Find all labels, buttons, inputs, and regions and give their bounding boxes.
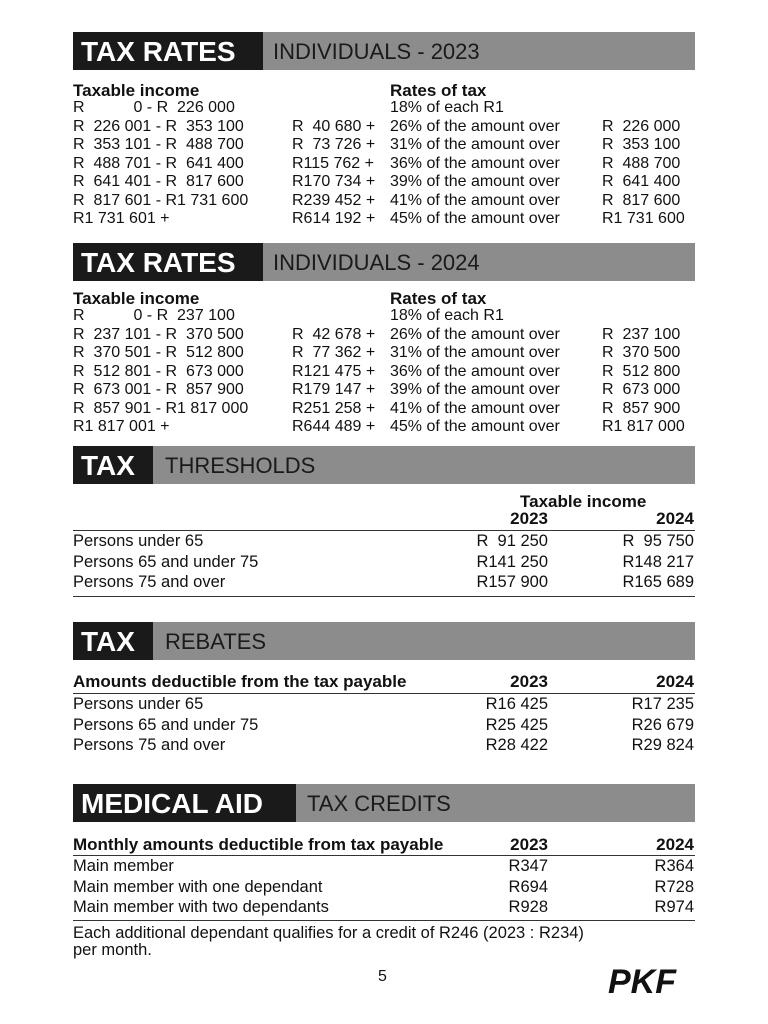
rate-text: 39% of the amount over: [390, 381, 560, 398]
threshold-amount: R 353 100: [602, 136, 681, 153]
rate-text: 39% of the amount over: [390, 173, 560, 190]
section-title-dark: MEDICAL AID: [73, 784, 296, 822]
rate-text: 41% of the amount over: [390, 191, 560, 209]
pkf-logo: [608, 962, 688, 1003]
threshold-amount: R1 817 000: [602, 418, 685, 435]
rate-text: 41% of the amount over: [390, 399, 560, 417]
base-amount: R251 258 +: [292, 399, 376, 417]
col-header-monthly-amounts: Monthly amounts deductible from tax payable: [73, 835, 444, 854]
row-label: Main member with two dependants: [73, 898, 329, 916]
medical-note: [73, 925, 695, 959]
taxable-income-range: R 512 801 - R 673 000: [73, 362, 244, 380]
row-label: Persons 75 and over: [73, 736, 226, 754]
section-title-light: TAX CREDITS: [307, 791, 451, 816]
threshold-amount: R 673 000: [602, 381, 681, 398]
threshold-amount: R 370 500: [602, 344, 681, 361]
rate-row: [73, 118, 695, 136]
col-header-taxable-income: Taxable income: [73, 289, 200, 308]
rate-text: 18% of each R1: [390, 307, 504, 324]
rate-text: 36% of the amount over: [390, 362, 560, 380]
rate-row: [73, 363, 695, 381]
section-title-dark: TAX RATES: [73, 32, 263, 70]
taxable-income-range: R 237 101 - R 370 500: [73, 325, 244, 343]
base-amount: R115 762 +: [292, 154, 374, 172]
threshold-amount: R 641 400: [602, 173, 681, 190]
section-title-dark: TAX: [73, 622, 153, 660]
col-header-2023: 2023: [510, 509, 548, 528]
rate-text: 26% of the amount over: [390, 325, 560, 343]
rate-text: 31% of the amount over: [390, 136, 560, 153]
medical-note-line1: Each additional dependant qualifies for a credit of R246 (2023 : R234): [73, 924, 584, 942]
rate-row: [73, 173, 695, 191]
base-amount: R170 734 +: [292, 173, 376, 190]
taxable-income-range: R 488 701 - R 641 400: [73, 154, 244, 172]
pkf-logo-icon: [608, 962, 688, 998]
base-amount: R 73 726 +: [292, 136, 376, 153]
value-2023: R 91 250: [476, 532, 548, 550]
threshold-amount: R 817 600: [602, 191, 681, 209]
logo-text: PKF: [608, 963, 676, 998]
threshold-amount: R 857 900: [602, 399, 681, 417]
value-2023: R694: [508, 877, 548, 896]
base-amount: R 40 680 +: [292, 117, 376, 135]
section-header-rates-2023: [73, 32, 695, 70]
row-label: Persons under 65: [73, 532, 204, 550]
row-label: Persons 65 and under 75: [73, 715, 259, 734]
threshold-amount: R 226 000: [602, 117, 681, 135]
base-amount: R239 452 +: [292, 191, 376, 209]
threshold-amount: R 512 800: [602, 362, 681, 380]
base-amount: R614 192 +: [292, 210, 376, 227]
col-header-2024: 2024: [656, 835, 694, 854]
page-number: 5: [378, 968, 387, 985]
rate-row: [73, 344, 695, 362]
table-row: [73, 531, 695, 551]
col-header-taxable-income: Taxable income: [73, 81, 200, 100]
value-2024: R17 235: [631, 695, 694, 713]
rate-row: [73, 155, 695, 173]
rate-text: 18% of each R1: [390, 99, 504, 116]
col-header-2023: 2023: [510, 672, 548, 691]
row-label: Main member: [73, 857, 174, 875]
table-row: [73, 694, 695, 714]
section-header-rates-2024: [73, 243, 695, 281]
base-amount: R644 489 +: [292, 418, 376, 435]
base-amount: R 42 678 +: [292, 325, 376, 343]
taxable-income-range: R1 817 001 +: [73, 418, 170, 435]
value-2024: R165 689: [622, 573, 694, 591]
taxable-income-range: R 673 001 - R 857 900: [73, 381, 244, 398]
section-header-thresholds: [73, 446, 695, 484]
value-2023: R141 250: [476, 552, 548, 571]
section-title-light: INDIVIDUALS - 2023: [273, 39, 480, 64]
rate-text: 26% of the amount over: [390, 117, 560, 135]
value-2023: R25 425: [485, 715, 548, 734]
col-header-taxable-income: Taxable income: [520, 492, 647, 511]
section-title-light: REBATES: [165, 629, 267, 654]
value-2023: R157 900: [476, 573, 548, 591]
taxable-income-range: R 641 401 - R 817 600: [73, 173, 244, 190]
rate-row: [73, 136, 695, 154]
rate-row: [73, 326, 695, 344]
rate-row: [73, 99, 695, 117]
table-row: [73, 877, 695, 897]
divider: [73, 920, 695, 921]
taxable-income-range: R 0 - R 237 100: [73, 307, 235, 324]
rate-row: [73, 418, 695, 436]
threshold-amount: R 237 100: [602, 325, 681, 343]
rate-row: [73, 381, 695, 399]
section-title-dark: TAX: [73, 446, 153, 484]
taxable-income-range: R 226 001 - R 353 100: [73, 117, 244, 135]
table-row: [73, 572, 695, 592]
threshold-amount: R1 731 600: [602, 210, 685, 227]
table-row: [73, 552, 695, 572]
section-title-light: INDIVIDUALS - 2024: [273, 250, 480, 275]
value-2024: R148 217: [622, 552, 694, 571]
medical-note-line2: per month.: [73, 941, 152, 959]
taxable-income-range: R 857 901 - R1 817 000: [73, 399, 249, 417]
section-header-medical: [73, 784, 695, 822]
section-title-light: THRESHOLDS: [165, 453, 316, 478]
taxable-income-range: R 353 101 - R 488 700: [73, 136, 244, 153]
value-2024: R364: [654, 857, 694, 875]
value-2024: R974: [654, 898, 694, 916]
rate-row: [73, 400, 695, 418]
value-2023: R16 425: [485, 695, 548, 713]
col-header-2024: 2024: [656, 509, 694, 528]
taxable-income-range: R1 731 601 +: [73, 210, 170, 227]
taxable-income-range: R 817 601 - R1 731 600: [73, 191, 249, 209]
table-row: [73, 715, 695, 735]
table-row: [73, 897, 695, 917]
col-header-2023: 2023: [510, 835, 548, 854]
rate-row: [73, 307, 695, 325]
value-2023: R28 422: [485, 736, 548, 754]
section-title-dark: TAX RATES: [73, 243, 263, 281]
divider: [73, 596, 695, 597]
base-amount: R 77 362 +: [292, 344, 376, 361]
value-2024: R26 679: [631, 715, 694, 734]
value-2023: R347: [508, 857, 548, 875]
table-row: [73, 856, 695, 876]
taxable-income-range: R 370 501 - R 512 800: [73, 344, 244, 361]
rate-row: [73, 210, 695, 228]
col-header-rates-of-tax: Rates of tax: [390, 289, 487, 308]
rate-text: 36% of the amount over: [390, 154, 560, 172]
section-header-rebates: [73, 622, 695, 660]
rate-text: 45% of the amount over: [390, 418, 560, 435]
col-header-2024: 2024: [656, 672, 694, 691]
rate-text: 45% of the amount over: [390, 210, 560, 227]
base-amount: R179 147 +: [292, 381, 376, 398]
row-label: Persons 65 and under 75: [73, 552, 259, 571]
threshold-amount: R 488 700: [602, 154, 681, 172]
value-2024: R 95 750: [622, 532, 694, 550]
value-2024: R29 824: [631, 736, 694, 754]
col-header-amounts: Amounts deductible from the tax payable: [73, 672, 407, 691]
rate-row: [73, 192, 695, 210]
rate-text: 31% of the amount over: [390, 344, 560, 361]
taxable-income-range: R 0 - R 226 000: [73, 99, 235, 116]
value-2023: R928: [508, 898, 548, 916]
col-header-rates-of-tax: Rates of tax: [390, 81, 487, 100]
row-label: Main member with one dependant: [73, 877, 323, 896]
row-label: Persons 75 and over: [73, 573, 226, 591]
value-2024: R728: [654, 877, 694, 896]
base-amount: R121 475 +: [292, 362, 376, 380]
table-row: [73, 735, 695, 755]
row-label: Persons under 65: [73, 695, 204, 713]
